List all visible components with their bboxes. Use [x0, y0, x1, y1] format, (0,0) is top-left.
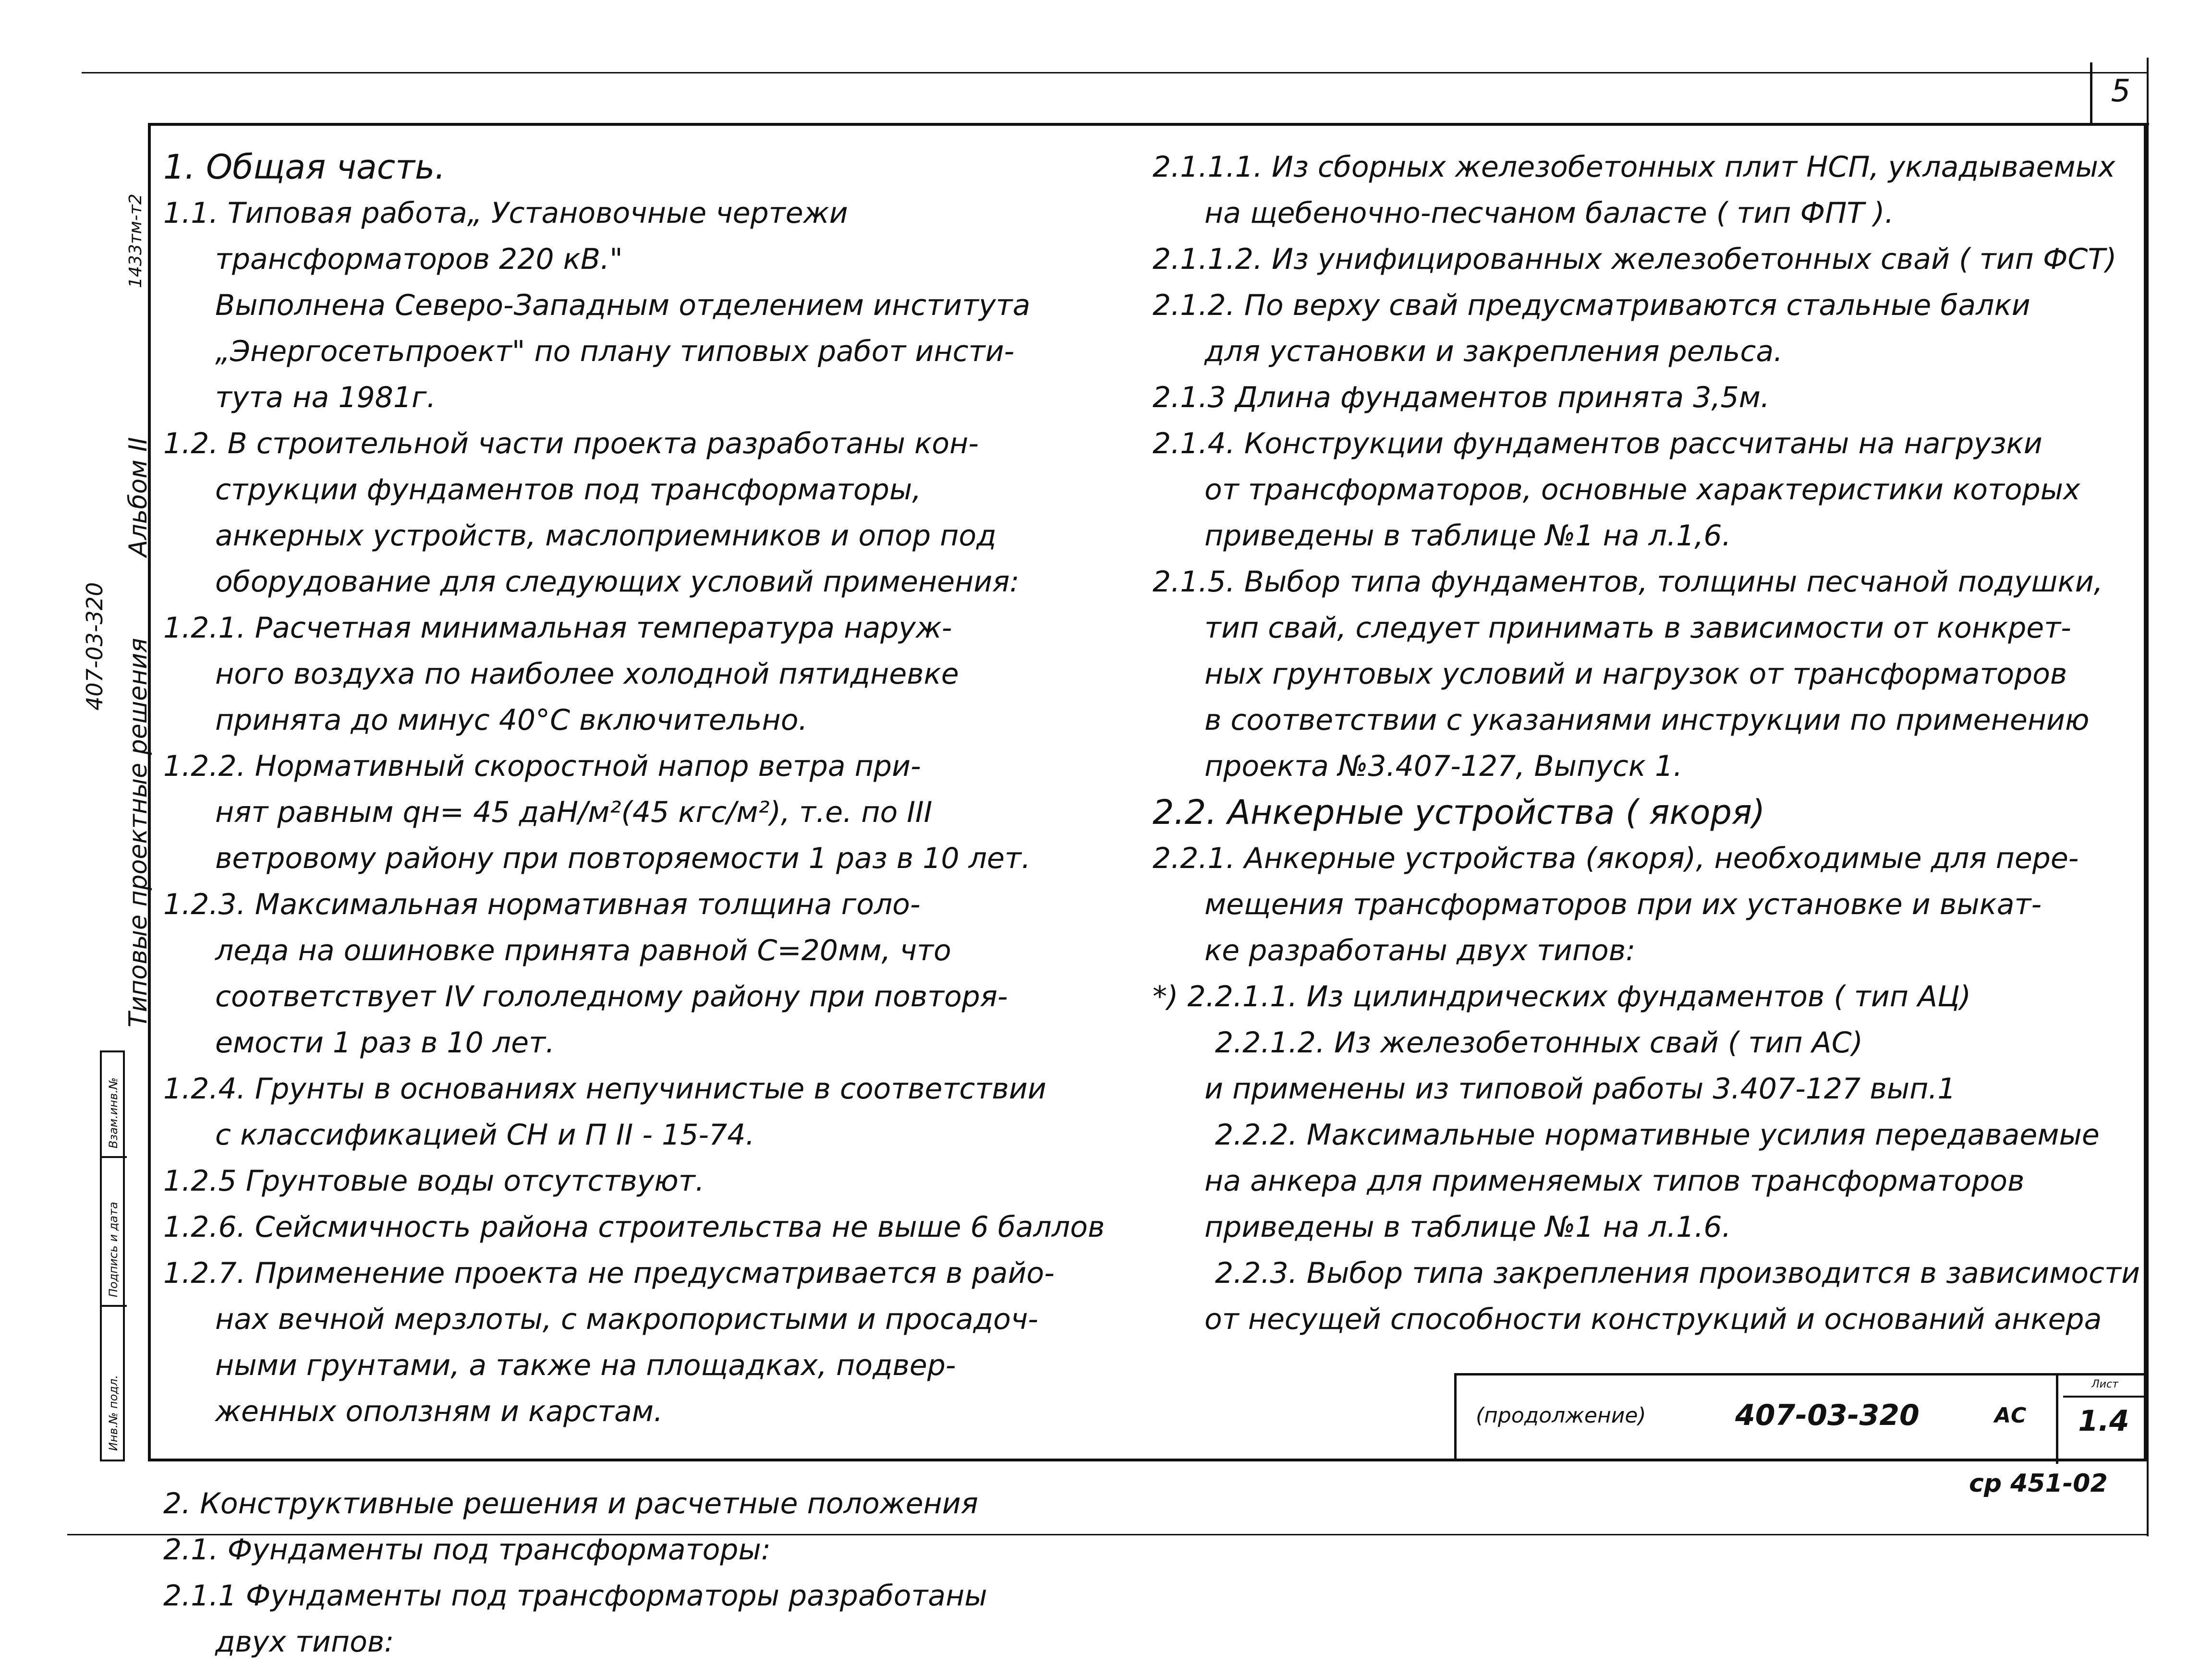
- text-line: проекта №3.407-127, Выпуск 1.: [1204, 749, 1683, 783]
- text-line: от несущей способности конструкций и оснований анкера: [1204, 1303, 2102, 1336]
- sheet-number: 1.4: [2078, 1404, 2129, 1438]
- side-series-code: 407-03-320: [82, 582, 108, 711]
- title-block: [1454, 1373, 2147, 1461]
- text-line: 1.2.2. Нормативный скоростной напор ветра при-: [163, 749, 921, 783]
- text-line: ветровому району при повторяемости 1 раз в 10 лет.: [215, 842, 1031, 875]
- text-line: от трансформаторов, основные характеристики которых: [1204, 473, 2080, 507]
- text-line: на анкера для применяемых типов трансформаторов: [1204, 1164, 2025, 1198]
- side-caption: Типовые проектные решения: [124, 638, 153, 1027]
- text-line: 2.2.1. Анкерные устройства (якоря), необходимые для пере-: [1153, 842, 2079, 875]
- text-line: оборудование для следующих условий применения:: [215, 565, 1020, 599]
- text-line: с классификацией СН и П II - 15-74.: [215, 1118, 755, 1152]
- text-line: емости 1 раз в 10 лет.: [215, 1026, 555, 1060]
- page-number: 5: [2090, 62, 2149, 125]
- text-line: [163, 1435, 1124, 1481]
- text-line: приведены в таблице №1 на л.1.6.: [1204, 1210, 1731, 1244]
- text-line: приведены в таблице №1 на л.1,6.: [1204, 519, 1731, 553]
- text-line: 2.1.1.2. Из унифицированных железобетонных свай ( тип ФСТ): [1153, 242, 2117, 276]
- text-line: 2.1.1 Фундаменты под трансформаторы разработаны: [163, 1579, 987, 1613]
- text-line: для установки и закрепления рельса.: [1204, 335, 1783, 368]
- text-line: на щебеночно-песчаном баласте ( тип ФПТ ).: [1204, 196, 1894, 230]
- text-line: 2.2.1.2. Из железобетонных свай ( тип АС): [1215, 1026, 1863, 1060]
- text-line: струкции фундаментов под трансформаторы,: [215, 473, 922, 507]
- text-line: мещения трансформаторов при их установке и выкат-: [1204, 888, 2042, 921]
- title-stage: АС: [1994, 1403, 2027, 1428]
- text-line: ке разработаны двух типов:: [1204, 934, 1636, 967]
- text-line: ного воздуха по наиболее холодной пятидневке: [215, 657, 959, 691]
- text-line: 1.2. В строительной части проекта разработаны кон-: [163, 427, 979, 460]
- stamp-column: [100, 1050, 125, 1461]
- stamp-label: Инв.№ подл.: [107, 1375, 120, 1451]
- stamp-cell: [102, 1307, 127, 1460]
- text-line: соответствует IV гололедному району при повторя-: [215, 980, 1008, 1013]
- text-line: 2.1.3 Длина фундаментов принята 3,5м.: [1153, 381, 1770, 414]
- text-line: 2.2.2. Максимальные нормативные усилия передаваемые: [1215, 1118, 2100, 1152]
- text-line: 2.1.2. По верху свай предусматриваются стальные балки: [1153, 289, 2030, 322]
- text-line: нах вечной мерзлоты, с макропористыми и просадоч-: [215, 1303, 1038, 1336]
- text-line: 1. Общая часть.: [163, 147, 446, 187]
- text-line: „Энергосетьпроект" по плану типовых работ инсти-: [215, 335, 1015, 368]
- text-line: ных грунтовых условий и нагрузок от трансформаторов: [1204, 657, 2067, 691]
- stamp-label: Подпись и дата: [107, 1202, 120, 1297]
- text-line: трансформаторов 220 кВ.": [215, 242, 623, 276]
- stamp-label: Взам.инв.№: [107, 1077, 120, 1148]
- text-line: 2. Конструктивные решения и расчетные положения: [163, 1487, 978, 1520]
- text-line: 2.1.4. Конструкции фундаментов рассчитаны на нагрузки: [1153, 427, 2042, 460]
- text-line: *) 2.2.1.1. Из цилиндрических фундаментов ( тип АЦ): [1153, 980, 1971, 1013]
- text-line: 1.2.1. Расчетная минимальная температура наруж-: [163, 611, 952, 645]
- top-trim-line: [82, 72, 2147, 73]
- side-inv-code: 1433тм-т2: [126, 193, 146, 288]
- sheet-number-box: [2056, 1375, 2149, 1464]
- text-line: Выполнена Северо-Западным отделением института: [215, 289, 1031, 322]
- text-line: 1.2.4. Грунты в основаниях непучинистые в соответствии: [163, 1072, 1046, 1106]
- title-code: 407-03-320: [1735, 1399, 1920, 1432]
- text-line: 1.2.7. Применение проекта не предусматривается в райо-: [163, 1256, 1055, 1290]
- text-line: и применены из типовой работы 3.407-127 вып.1: [1204, 1072, 1956, 1106]
- text-line: тип свай, следует принимать в зависимости от конкрет-: [1204, 611, 2071, 645]
- text-line: 2.1.1.1. Из сборных железобетонных плит НСП, укладываемых: [1153, 150, 2115, 184]
- text-line: 1.1. Типовая работа„ Установочные чертежи: [163, 196, 848, 230]
- bottom-code: ср 451-02: [1969, 1469, 2108, 1498]
- text-line: нят равным qн= 45 даН/м²(45 кгс/м²), т.е. по III: [215, 796, 933, 829]
- text-line: ными грунтами, а также на площадках, подвер-: [215, 1349, 956, 1382]
- sheet-label: Лист: [2063, 1378, 2147, 1398]
- text-line: двух типов:: [215, 1625, 394, 1659]
- text-line: 2.1. Фундаменты под трансформаторы:: [163, 1533, 771, 1567]
- text-line: леда на ошиновке принята равной С=20мм, что: [215, 934, 951, 967]
- right-trim-line: [2147, 58, 2149, 1536]
- text-line: 1.2.5 Грунтовые воды отсутствуют.: [163, 1164, 705, 1198]
- stamp-cell: [102, 1158, 127, 1307]
- right-text-column: [1153, 144, 2140, 1342]
- left-text-column: [163, 144, 1124, 1665]
- text-line: в соответствии с указаниями инструкции по применению: [1204, 703, 2090, 737]
- text-line: 1.2.6. Сейсмичность района строительства не выше 6 баллов: [163, 1210, 1105, 1244]
- stamp-cell: [102, 1052, 127, 1158]
- side-album: Альбом II: [124, 437, 153, 557]
- text-line: 2.2.3. Выбор типа закрепления производится в зависимости: [1215, 1256, 2140, 1290]
- text-line: 1.2.3. Максимальная нормативная толщина голо-: [163, 888, 921, 921]
- title-continuation: (продолжение): [1476, 1403, 1646, 1428]
- text-line: 2.1.5. Выбор типа фундаментов, толщины песчаной подушки,: [1153, 565, 2103, 599]
- text-line: женных оползням и карстам.: [215, 1395, 663, 1428]
- text-line: 2.2. Анкерные устройства ( якоря): [1153, 793, 1765, 832]
- text-line: анкерных устройств, маслоприемников и опор под: [215, 519, 997, 553]
- text-line: тута на 1981г.: [215, 381, 436, 414]
- text-line: принята до минус 40°С включительно.: [215, 703, 808, 737]
